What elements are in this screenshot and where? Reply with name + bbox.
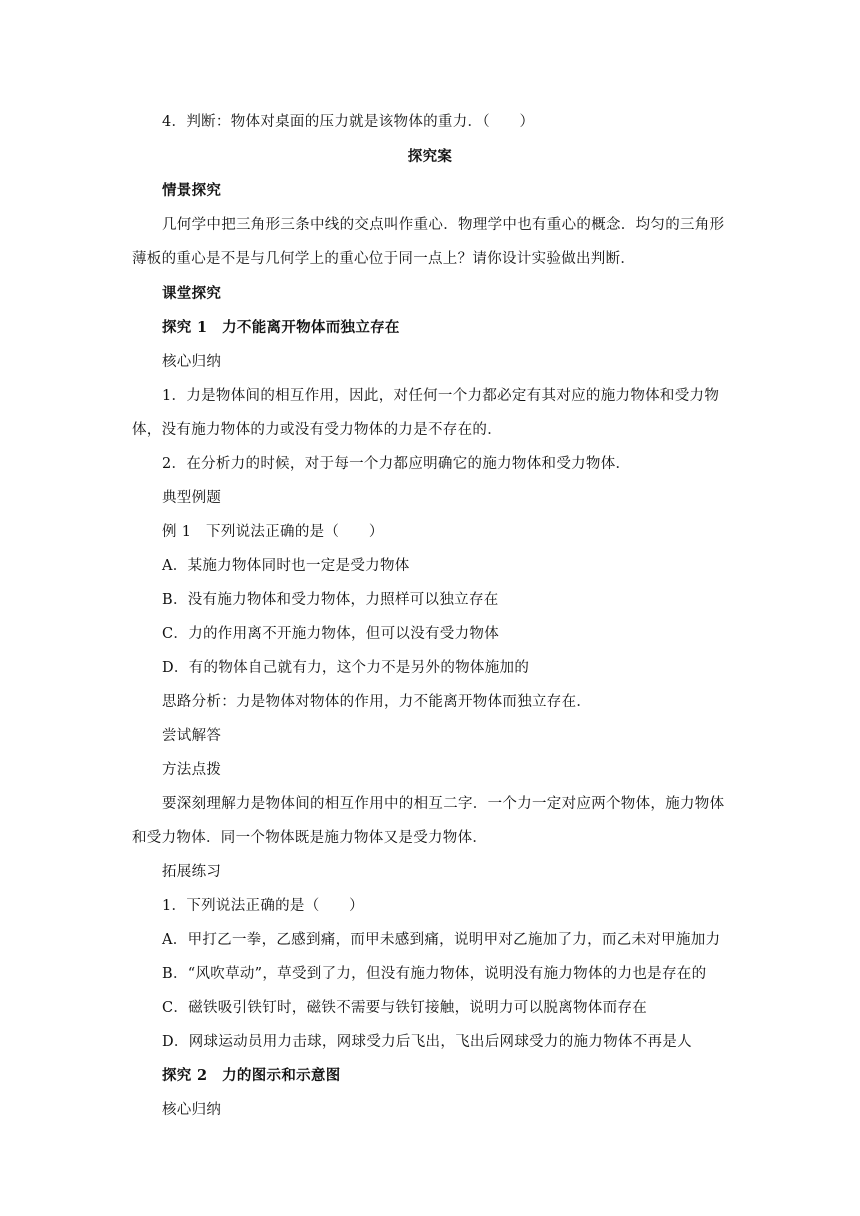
explore-2-title: 探究 2 力的图示和示意图 <box>162 1067 341 1084</box>
scenario-paragraph-line-2: 薄板的重心是不是与几何学上的重心位于同一点上？请你设计实验做出判断． <box>132 251 636 267</box>
practice-1-question: 1．下列说法正确的是（ ） <box>162 898 364 914</box>
example-1-question: 例 1 下列说法正确的是（ ） <box>162 524 384 540</box>
example-1-analysis: 思路分析：力是物体对物体的作用，力不能离开物体而独立存在． <box>162 694 592 710</box>
practice-heading: 拓展练习 <box>162 864 222 880</box>
section-title: 探究案 <box>407 148 453 165</box>
try-answer-heading: 尝试解答 <box>162 728 222 744</box>
method-tip-heading: 方法点拨 <box>162 762 222 778</box>
example-1-option-c: C．力的作用离不开施力物体，但可以没有受力物体 <box>162 626 499 642</box>
practice-1-option-c: C．磁铁吸引铁钉时，磁铁不需要与铁钉接触，说明力可以脱离物体而存在 <box>162 1000 647 1016</box>
scenario-heading: 情景探究 <box>162 182 222 199</box>
method-tip-line-1: 要深刻理解力是物体间的相互作用中的相互二字．一个力一定对应两个物体，施力物体 <box>162 796 725 812</box>
example-1-option-a: A．某施力物体同时也一定是受力物体 <box>162 558 410 574</box>
core-summary-1-heading: 核心归纳 <box>162 354 222 370</box>
core-point-1-line-1: 1．力是物体间的相互作用，因此，对任何一个力都必定有其对应的施力物体和受力物 <box>162 388 720 404</box>
core-point-2: 2．在分析力的时候，对于每一个力都应明确它的施力物体和受力物体． <box>162 456 631 472</box>
practice-1-option-d: D．网球运动员用力击球，网球受力后飞出，飞出后网球受力的施力物体不再是人 <box>162 1034 692 1050</box>
core-point-1-line-2: 体，没有施力物体的力或没有受力物体的力是不存在的． <box>132 422 502 438</box>
practice-1-option-a: A．甲打乙一拳，乙感到痛，而甲未感到痛，说明甲对乙施加了力，而乙未对甲施加力 <box>162 932 721 948</box>
example-1-option-b: B．没有施力物体和受力物体，力照样可以独立存在 <box>162 592 499 608</box>
typical-example-heading: 典型例题 <box>162 490 222 506</box>
question-4: 4．判断：物体对桌面的压力就是该物体的重力．（ ） <box>162 114 535 130</box>
class-explore-heading: 课堂探究 <box>162 285 222 302</box>
scenario-paragraph-line-1: 几何学中把三角形三条中线的交点叫作重心．物理学中也有重心的概念．均匀的三角形 <box>162 217 725 233</box>
explore-1-title: 探究 1 力不能离开物体而独立存在 <box>162 319 400 336</box>
practice-1-option-b: B．“风吹草动”，草受到了力，但没有施力物体，说明没有施力物体的力也是存在的 <box>162 966 707 982</box>
method-tip-line-2: 和受力物体．同一个物体既是施力物体又是受力物体． <box>132 830 488 846</box>
example-1-option-d: D．有的物体自己就有力，这个力不是另外的物体施加的 <box>162 660 530 676</box>
core-summary-2-heading: 核心归纳 <box>162 1102 222 1118</box>
